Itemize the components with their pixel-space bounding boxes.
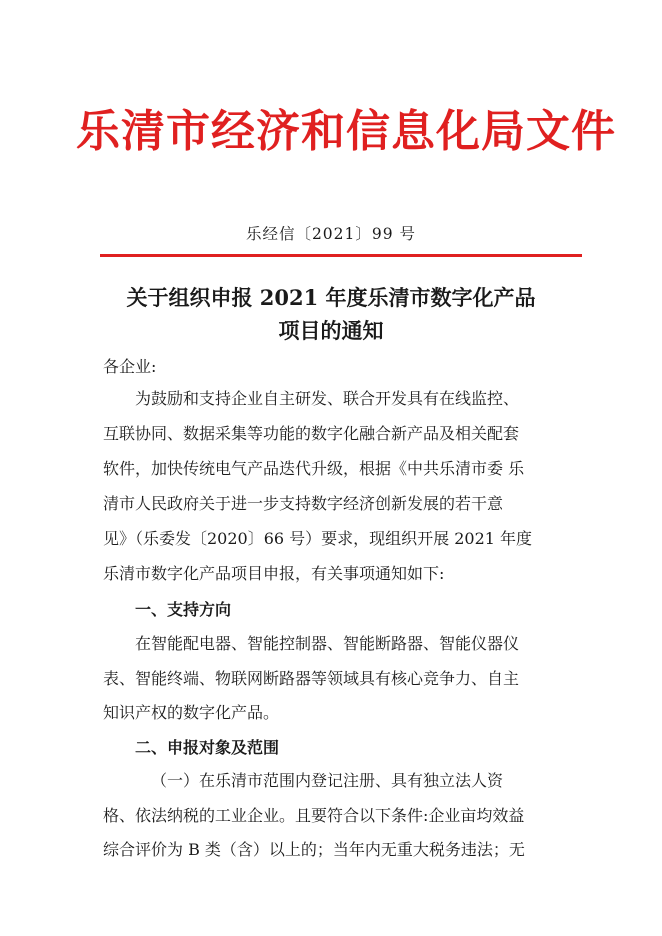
intro-line: 互联协同、数据采集等功能的数字化融合新产品及相关配套	[103, 424, 520, 443]
section-heading: 二、申报对象及范围	[135, 738, 280, 757]
intro-line: 软件，加快传统电气产品迭代升级，根据《中共乐清市委 乐	[103, 459, 525, 478]
section-line: （一）在乐清市范围内登记注册、具有独立法人资	[151, 771, 504, 790]
intro-line: 清市人民政府关于进一步支持数字经济创新发展的若干意	[103, 494, 504, 513]
section-line: 格、依法纳税的工业企业。且要符合以下条件:企业亩均效益	[103, 806, 525, 825]
section-line: 知识产权的数字化产品。	[103, 703, 280, 722]
section-line: 在智能配电器、智能控制器、智能断路器、智能仪器仪	[135, 634, 520, 653]
salutation: 各企业:	[103, 357, 157, 376]
section-heading: 一、支持方向	[135, 600, 232, 619]
notice-title-line-2: 项目的通知	[278, 318, 384, 343]
intro-line: 见》（乐委发〔2020〕66 号）要求，现组织开展 2021 年度	[103, 529, 533, 548]
section-line: 综合评价为 B 类（含）以上的；当年内无重大税务违法；无	[103, 840, 525, 859]
issuer-header-title: 乐清市经济和信息化局文件	[76, 106, 616, 157]
document-number: 乐经信〔2021〕99 号	[245, 225, 417, 243]
intro-line: 为鼓励和支持企业自主研发、联合开发具有在线监控、	[135, 389, 520, 408]
section-line: 表、智能终端、物联网断路器等领域具有核心竞争力、自主	[103, 669, 520, 688]
red-divider-line	[100, 254, 582, 257]
notice-title-line-1: 关于组织申报 2021 年度乐清市数字化产品	[126, 285, 536, 310]
intro-line: 乐清市数字化产品项目申报，有关事项通知如下:	[103, 564, 445, 583]
